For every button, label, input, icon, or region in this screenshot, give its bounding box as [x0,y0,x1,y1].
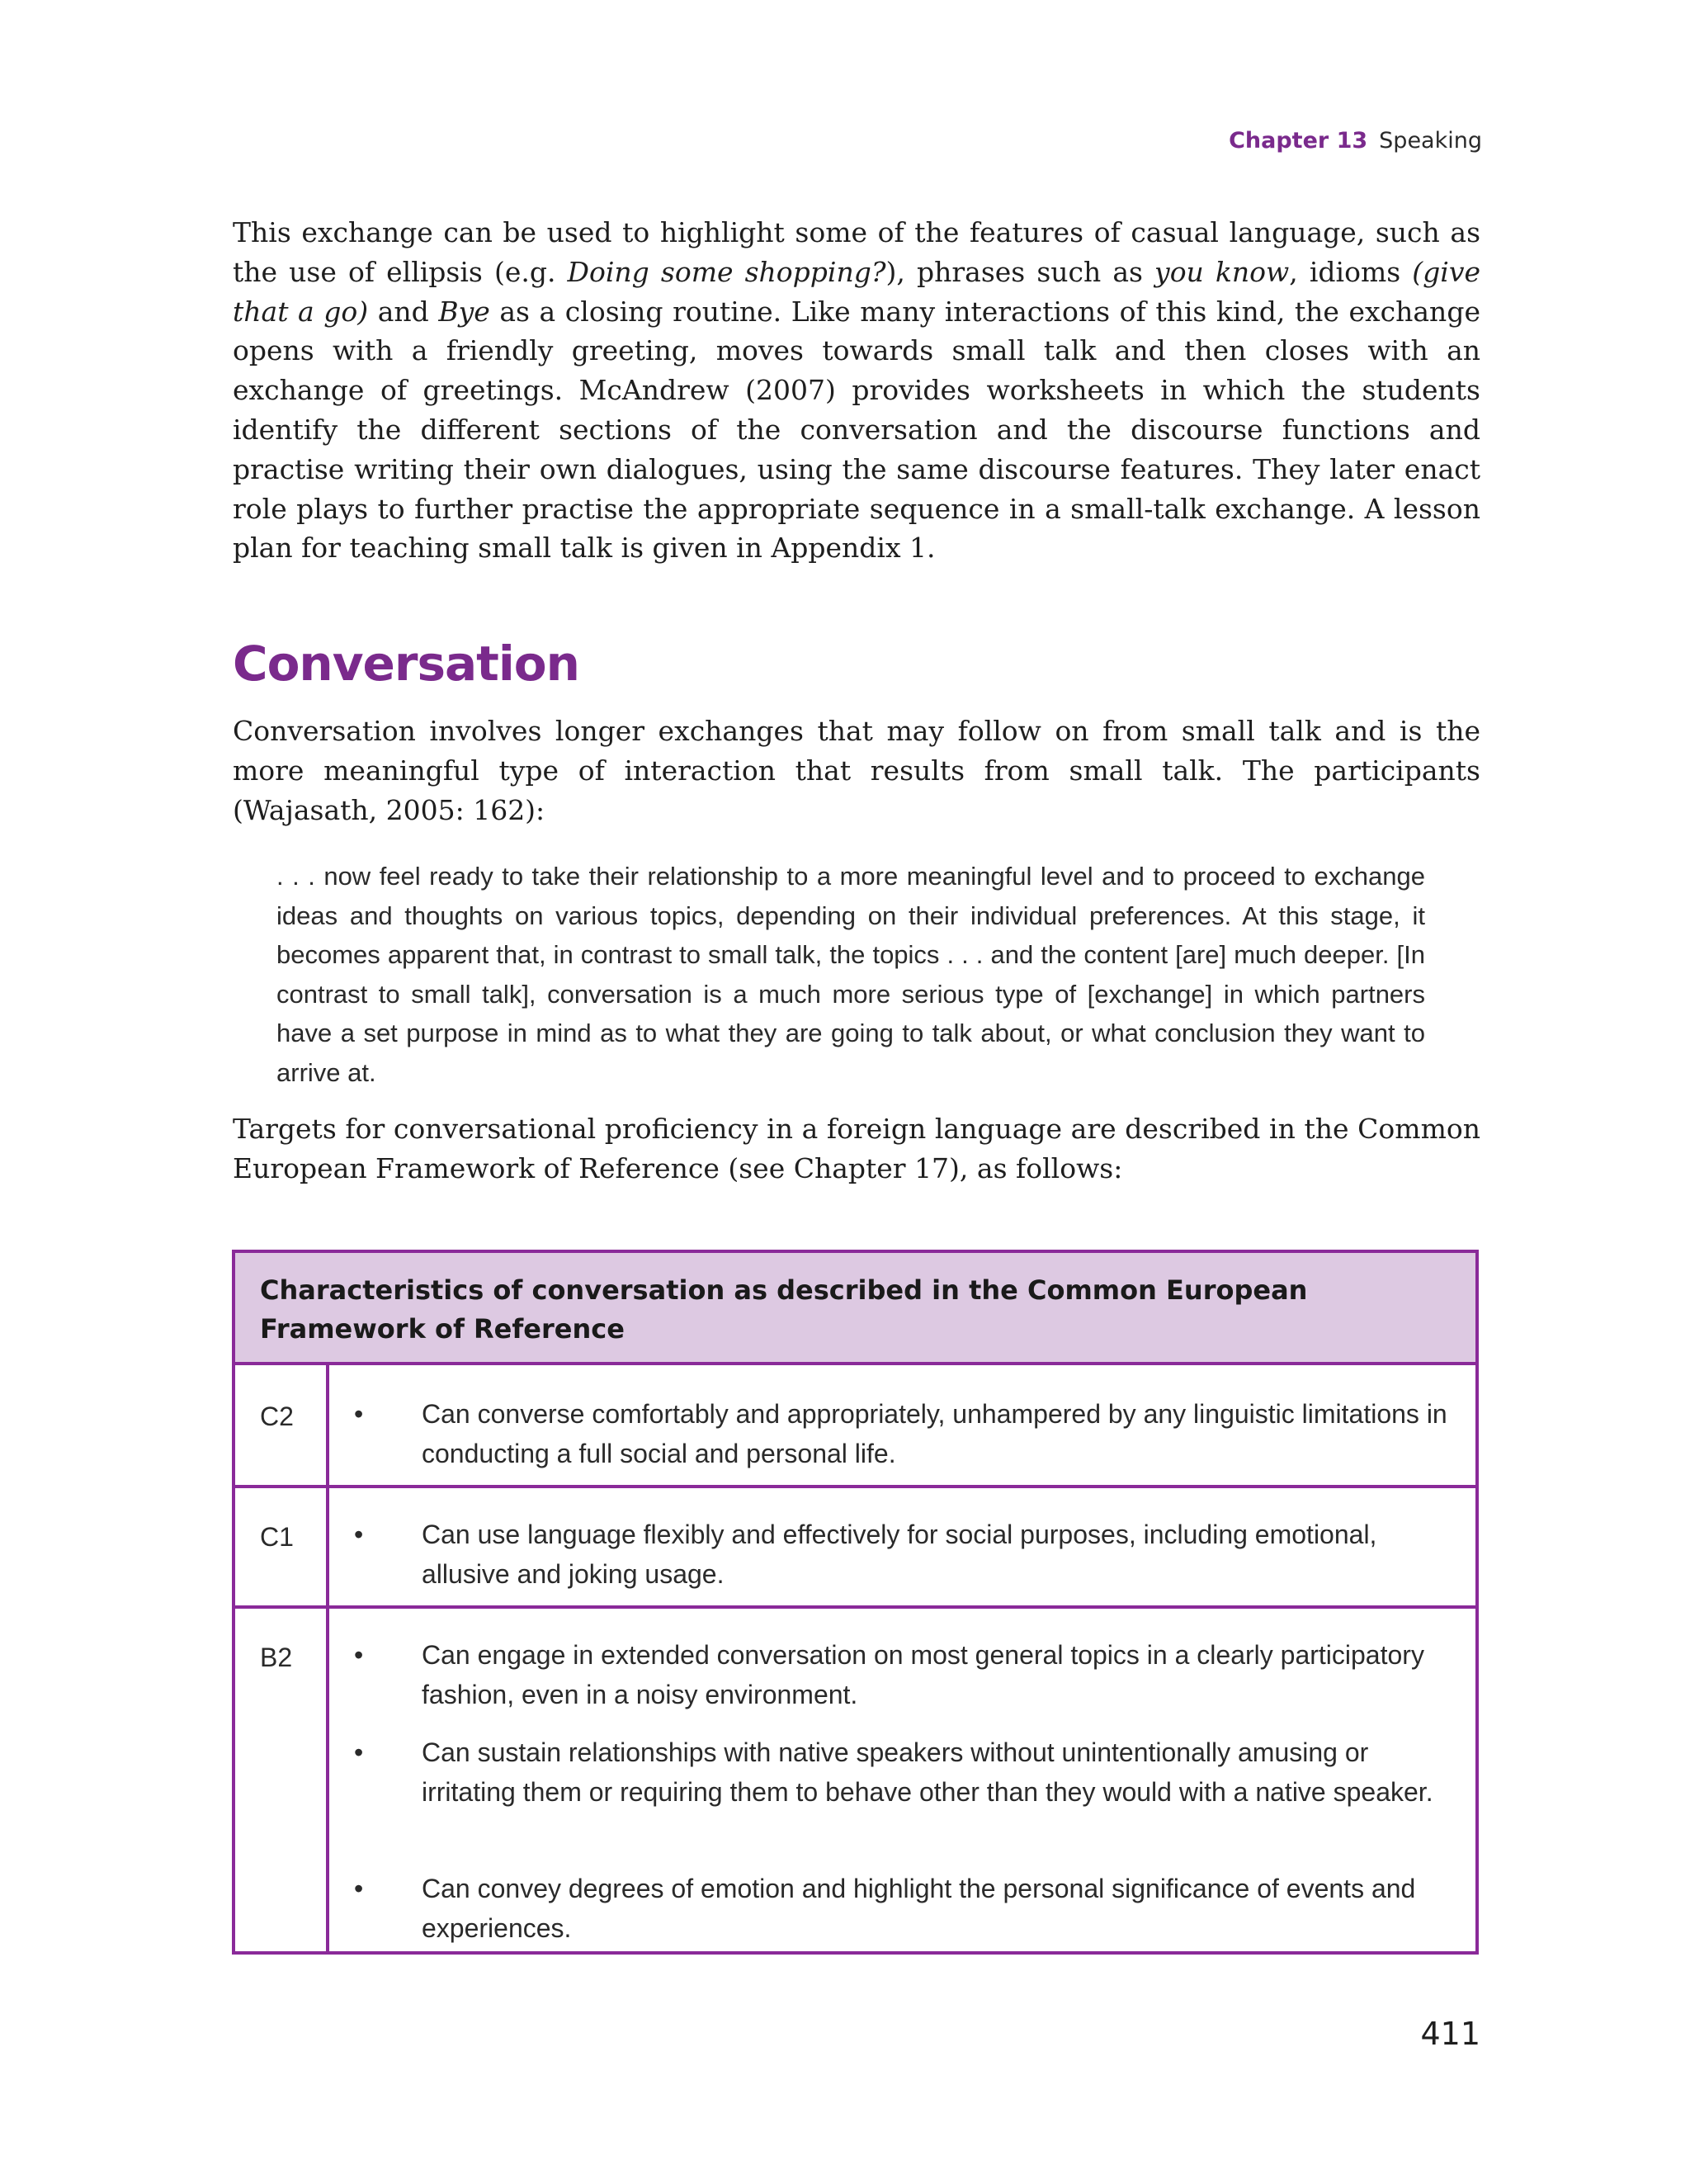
italic-example: you know [1154,255,1290,288]
bullet-text: Can engage in extended conversation on most general topics in a clearly participatory fashion, even in a noisy environment. [422,1640,1424,1709]
after-quote-paragraph: Targets for conversational proficiency in a foreign language are described in the Common European Framework of Reference (see Chapter 17), as follows: [233,1113,1480,1184]
section-heading: Conversation [233,636,579,692]
page-number: 411 [1420,2016,1480,2052]
section-label: Speaking [1379,128,1482,154]
text-run: and [368,295,439,328]
table-row-bullet [354,1636,1452,1714]
bullet-icon: • [354,1399,364,1429]
cefr-table [232,1250,1479,1955]
table-row-bullet [354,1733,1452,1812]
chapter-label: Chapter 13 [1229,128,1368,154]
bullet-icon: • [354,1520,364,1549]
italic-example: Bye [438,295,490,328]
column-divider [326,1365,329,1951]
italic-example: Doing some shopping? [567,255,886,288]
table-row-bullet [354,1515,1452,1594]
table-title: Characteristics of conversation as described in the Common European Framework of Reference [235,1253,1475,1365]
level-label-b2: B2 [260,1643,293,1672]
bullet-icon: • [354,1737,364,1767]
bullet-text: Can convey degrees of emotion and highlight the personal significance of events and experiences. [422,1874,1416,1943]
block-quote: . . . now feel ready to take their relationship to a more meaningful level and to proceed to exchange ideas and thoughts on various topics, depending on their individual preferences. At this stage, it becomes apparent that, in contrast to small talk, the topics . . . and the content [are] much deeper. [In contrast to small talk], conversation is a much more serious type of [exchange] in which partners have a set purpose in mind as to what they are going to talk about, or what conclusion they want to arrive at. [276,862,1425,1087]
intro-paragraph [233,213,1480,568]
text-run: ), phrases such as [885,255,1155,288]
row-divider [235,1485,1475,1488]
bullet-text: Can converse comfortably and appropriately, unhampered by any linguistic limitations in conducting a full social and personal life. [422,1399,1447,1468]
italic-example: (give that a go) [233,255,1480,328]
bullet-icon: • [354,1874,364,1903]
section-intro-paragraph: Conversation involves longer exchanges that may follow on from small talk and is the more meaningful type of interaction that results from small talk. The participants (Wajasath, 2005: 162): [233,715,1480,826]
bullet-text: Can sustain relationships with native speakers without unintentionally amusing or irritating them or requiring them to behave other than they would with a native speaker. [422,1737,1433,1807]
bullet-icon: • [354,1640,364,1670]
text-run: , idioms [1289,255,1413,288]
bullet-text: Can use language flexibly and effectively for social purposes, including emotional, allusive and joking usage. [422,1520,1377,1589]
text-run: This exchange can be used to highlight some of the features of casual language, such as the use of ellipsis (e.g. [233,216,1480,288]
text-run: as a closing routine. Like many interactions of this kind, the exchange opens with a friendly greeting, moves towards small talk and then closes with an exchange of greetings. McAndrew (2007) provides worksheets in which the students identify the different sections of the conversation and the discourse functions and practise writing their own dialogues, using the same discourse features. They later enact role plays to further practise the appropriate sequence in a small-talk exchange. A lesson plan for teaching small talk is given in Appendix 1. [233,295,1480,565]
running-head [1229,128,1482,154]
level-label-c2: C2 [260,1402,294,1431]
table-row-bullet [354,1870,1452,1948]
row-divider [235,1605,1475,1609]
level-label-c1: C1 [260,1522,294,1552]
table-row-bullet [354,1395,1452,1473]
